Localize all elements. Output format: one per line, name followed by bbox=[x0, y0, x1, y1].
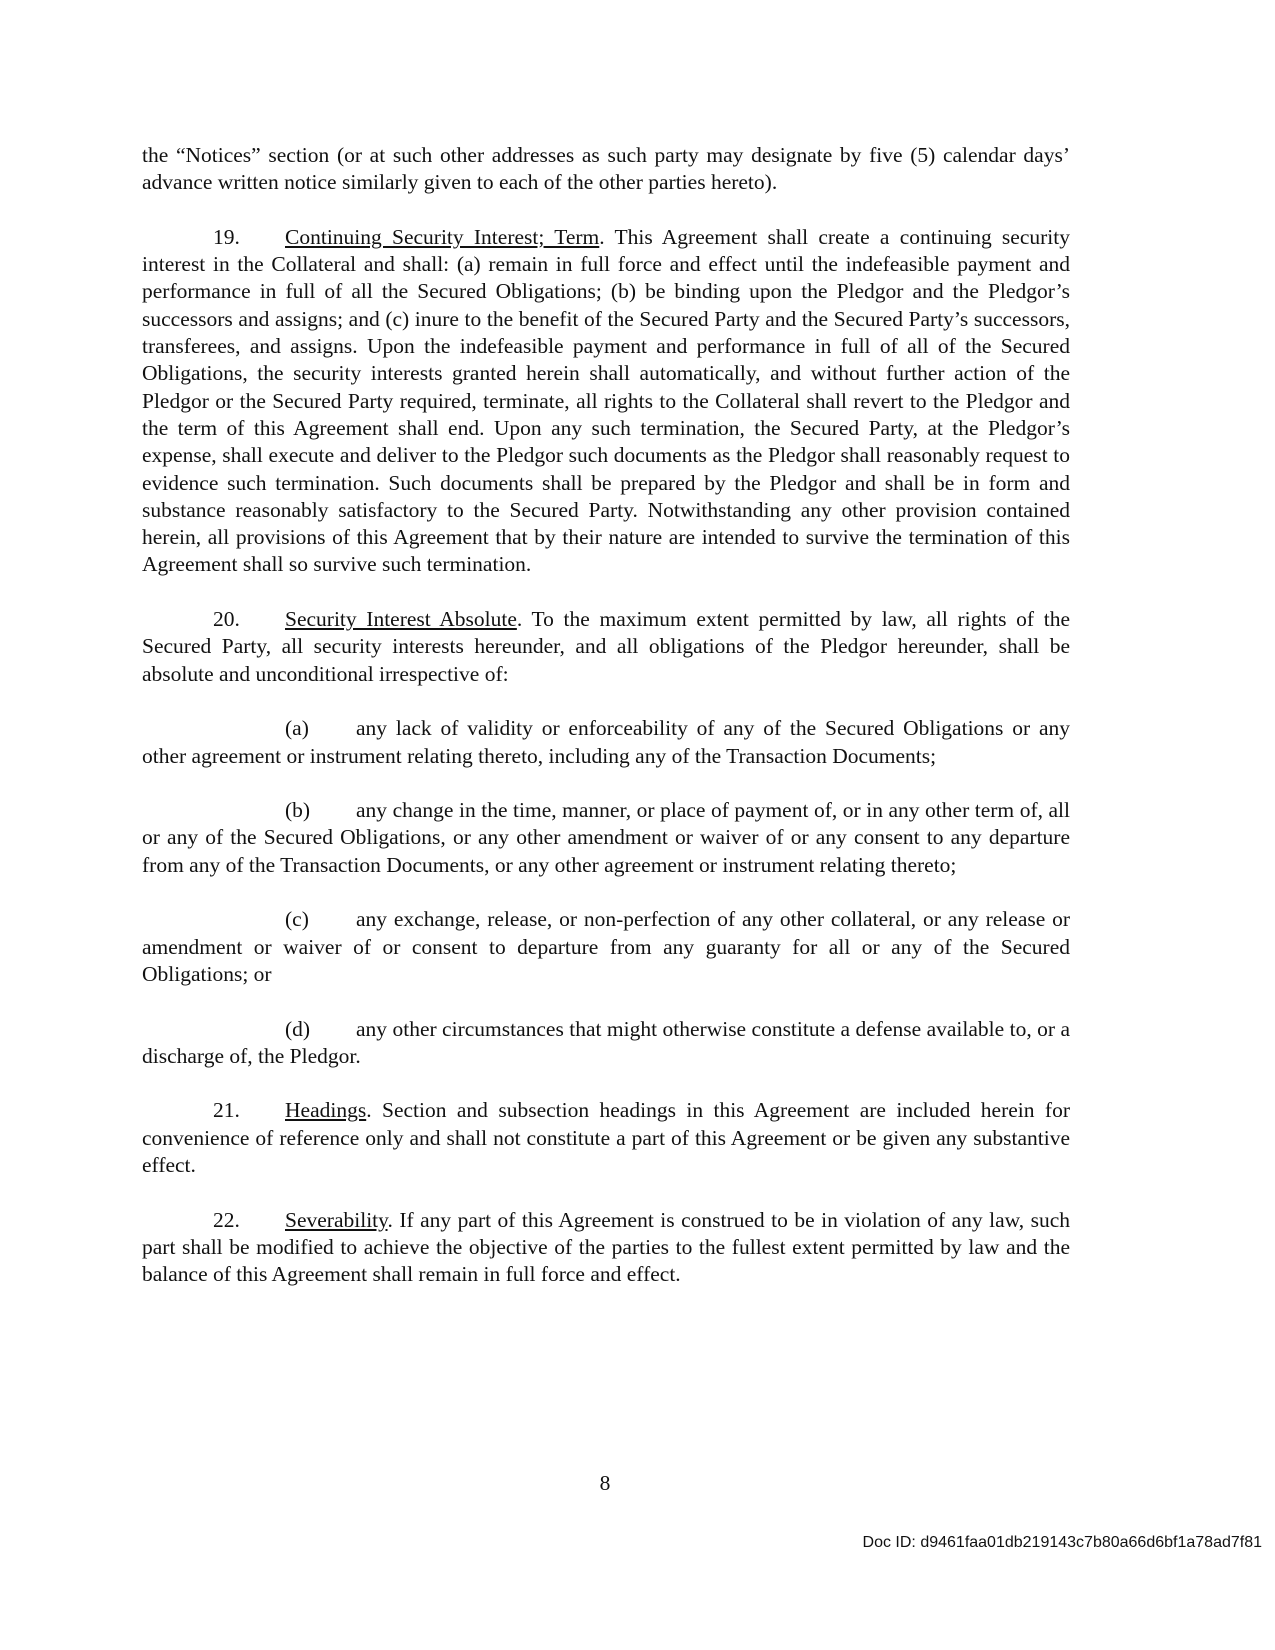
section-number: 22. bbox=[213, 1207, 240, 1232]
section-text: . To the maximum extent permitted by law, all rights of the Secured Party, all security interests hereunder, and all obligations of the Pledgor hereunder, shall be absolute and unconditional irrespective of: bbox=[142, 607, 1070, 686]
subsection-label: (c) bbox=[285, 907, 309, 932]
subsection-a bbox=[142, 715, 1070, 770]
subsection-text: any other circumstances that might otherwise constitute a defense available to, or a discharge of, the Pledgor. bbox=[142, 1016, 1070, 1068]
subsection-text: any lack of validity or enforceability of any of the Secured Obligations or any other agreement or instrument relating thereto, including any of the Transaction Documents; bbox=[142, 716, 1070, 768]
section-22 bbox=[142, 1207, 1070, 1289]
section-text: . Section and subsection headings in this Agreement are included herein for convenience of reference only and shall not constitute a part of this Agreement or be given any substantive effect. bbox=[142, 1098, 1070, 1177]
section-heading: Headings bbox=[285, 1098, 367, 1123]
subsection-c bbox=[142, 906, 1070, 988]
section-heading: Continuing Security Interest; Term bbox=[285, 224, 600, 249]
section-text: . If any part of this Agreement is construed to be in violation of any law, such part shall be modified to achieve the objective of the parties to the fullest extent permitted by law and the balance of this Agreement shall remain in full force and effect. bbox=[142, 1207, 1070, 1287]
subsection-label: (d) bbox=[285, 1016, 311, 1041]
subsection-label: (b) bbox=[285, 798, 311, 823]
subsection-text: any exchange, release, or non-perfection of any other collateral, or any release or amendment or waiver of or consent to departure from any guaranty for all or any of the Secured Obligations; or bbox=[142, 907, 1070, 986]
subsection-text: any change in the time, manner, or place of payment of, or in any other term of, all or any of the Secured Obligations, or any other amendment or waiver of or any consent to any departure from any of the Transaction Documents, or any other agreement or instrument relating thereto; bbox=[142, 798, 1070, 877]
subsection-b bbox=[142, 797, 1070, 879]
section-number: 21. bbox=[213, 1098, 240, 1123]
subsection-label: (a) bbox=[285, 716, 309, 741]
section-heading: Severability bbox=[285, 1207, 388, 1232]
section-number: 20. bbox=[213, 607, 240, 632]
continuation-paragraph: the “Notices” section (or at such other addresses as such party may designate by five (5) calendar days’ advance written notice similarly given to each of the other parties hereto). bbox=[142, 143, 1070, 195]
section-heading: Security Interest Absolute bbox=[285, 607, 517, 632]
section-21 bbox=[142, 1097, 1070, 1179]
section-19 bbox=[142, 224, 1070, 579]
section-text: . This Agreement shall create a continuing security interest in the Collateral and shall: (a) remain in full force and effect until the indefeasible payment and performance in full of all the Secured Obligations; (b) be binding upon the Pledgor and the Pledgor’s successors and assigns; and (c) inure to the benefit of the Secured Party and the Secured Party’s successors, transferees, and assigns. Upon the indefeasible payment and performance in full of all of the Secured Obligations, the security interests granted herein shall automatically, and without further action of the Pledgor or the Secured Party required, terminate, all rights to the Collateral shall revert to the Pledgor and the term of this Agreement shall end. Upon any such termination, the Secured Party, at the Pledgor’s expense, shall execute and deliver to the Pledgor such documents as the Pledgor shall reasonably request to evidence such termination. Such documents shall be prepared by the Pledgor and shall be in form and substance reasonably satisfactory to the Secured Party. Notwithstanding any other provision contained herein, all provisions of this Agreement that by their nature are intended to survive the termination of this Agreement shall so survive such termination. bbox=[142, 224, 1070, 577]
page-number: 8 bbox=[599, 1471, 611, 1495]
section-number: 19. bbox=[213, 224, 240, 249]
subsection-d bbox=[142, 1016, 1070, 1071]
section-20 bbox=[142, 606, 1070, 688]
document-body bbox=[142, 142, 1070, 1316]
doc-id-footer: Doc ID: d9461faa01db219143c7b80a66d6bf1a78ad7f81 bbox=[862, 1534, 1262, 1551]
